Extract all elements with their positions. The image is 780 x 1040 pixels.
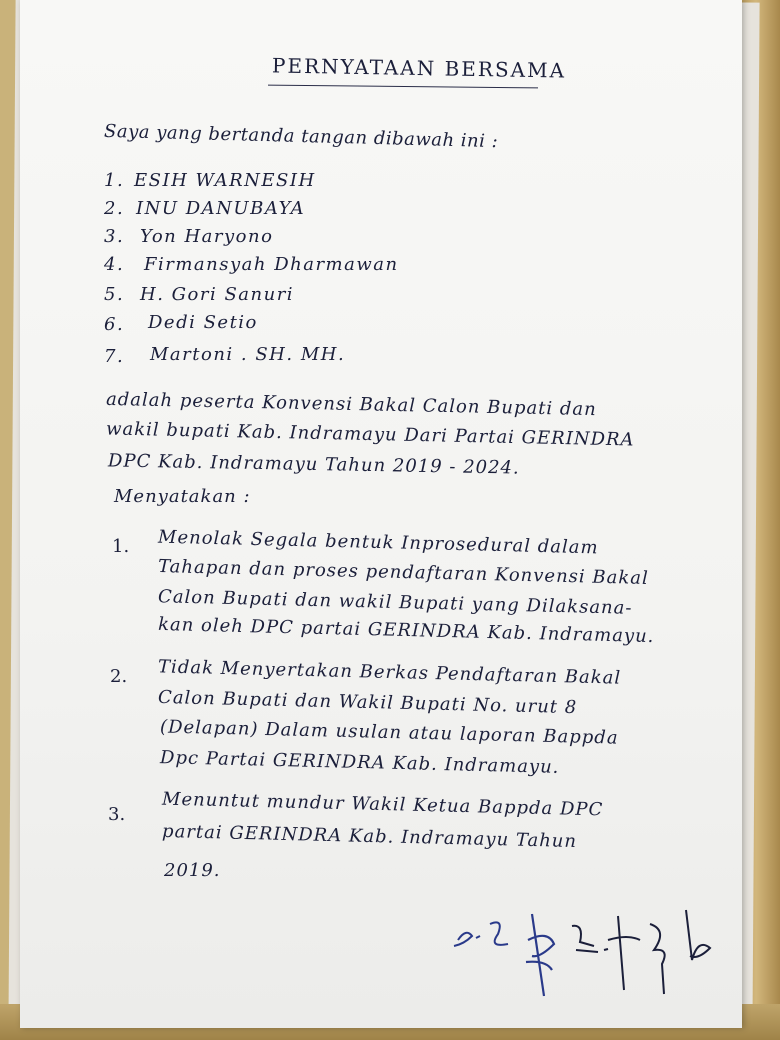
document-title: PERNYATAAN BERSAMA xyxy=(271,53,567,83)
statement-number: 1. xyxy=(112,536,130,557)
signatory-name: Martoni . SH. MH. xyxy=(150,344,346,365)
statement-number: 3. xyxy=(108,804,126,825)
statement-line: Dpc Partai GERINDRA Kab. Indramayu. xyxy=(159,747,560,778)
statement-line: Calon Bupati dan Wakil Bupati No. urut 8 xyxy=(157,686,578,719)
signatory-number: 1. xyxy=(104,170,125,191)
signatory-name: INU DANUBAYA xyxy=(136,198,306,219)
statement-line: Menolak Segala bentuk Inprosedural dalam xyxy=(157,526,599,559)
statement-line: 2019. xyxy=(164,860,221,881)
signatory-name: H. Gori Sanuri xyxy=(140,284,295,305)
statement-number: 2. xyxy=(110,666,128,687)
statement-line: Tahapan dan proses pendaftaran Konvensi Bakal xyxy=(157,556,649,589)
body-line: adalah peserta Konvensi Bakal Calon Bupati dan xyxy=(105,388,597,421)
statement-line: Menuntut mundur Wakil Ketua Bappda DPC xyxy=(161,788,604,821)
signatory-number: 5. xyxy=(104,284,125,305)
statement-line: partai GERINDRA Kab. Indramayu Tahun xyxy=(161,820,578,853)
body-line: DPC Kab. Indramayu Tahun 2019 - 2024. xyxy=(107,450,520,479)
signatory-name: ESIH WARNESIH xyxy=(134,170,316,191)
signatory-number: 3. xyxy=(104,226,125,247)
signatory-number: 4. xyxy=(104,254,125,275)
handwritten-document xyxy=(20,0,742,1028)
statement-line: Calon Bupati dan wakil Bupati yang Dilaksana- xyxy=(157,586,633,619)
statement-line: kan oleh DPC partai GERINDRA Kab. Indramayu. xyxy=(157,613,655,648)
signatory-number: 7. xyxy=(104,346,125,367)
signatory-number: 2. xyxy=(104,198,125,219)
intro-line: Saya yang bertanda tangan dibawah ini : xyxy=(103,120,499,153)
declaring-heading: Menyatakan : xyxy=(114,486,251,507)
body-line: wakil bupati Kab. Indramayu Dari Partai GERINDRA xyxy=(105,418,635,451)
signatory-name: Dedi Setio xyxy=(148,312,258,333)
statement-line: (Delapan) Dalam usulan atau laporan Bappda xyxy=(159,716,619,749)
signatory-number: 6. xyxy=(104,314,125,335)
signatures-drawing xyxy=(448,900,718,1010)
signatory-name: Firmansyah Dharmawan xyxy=(144,254,399,275)
statement-line: Tidak Menyertakan Berkas Pendaftaran Bakal xyxy=(157,656,622,689)
signatory-name: Yon Haryono xyxy=(140,226,274,247)
